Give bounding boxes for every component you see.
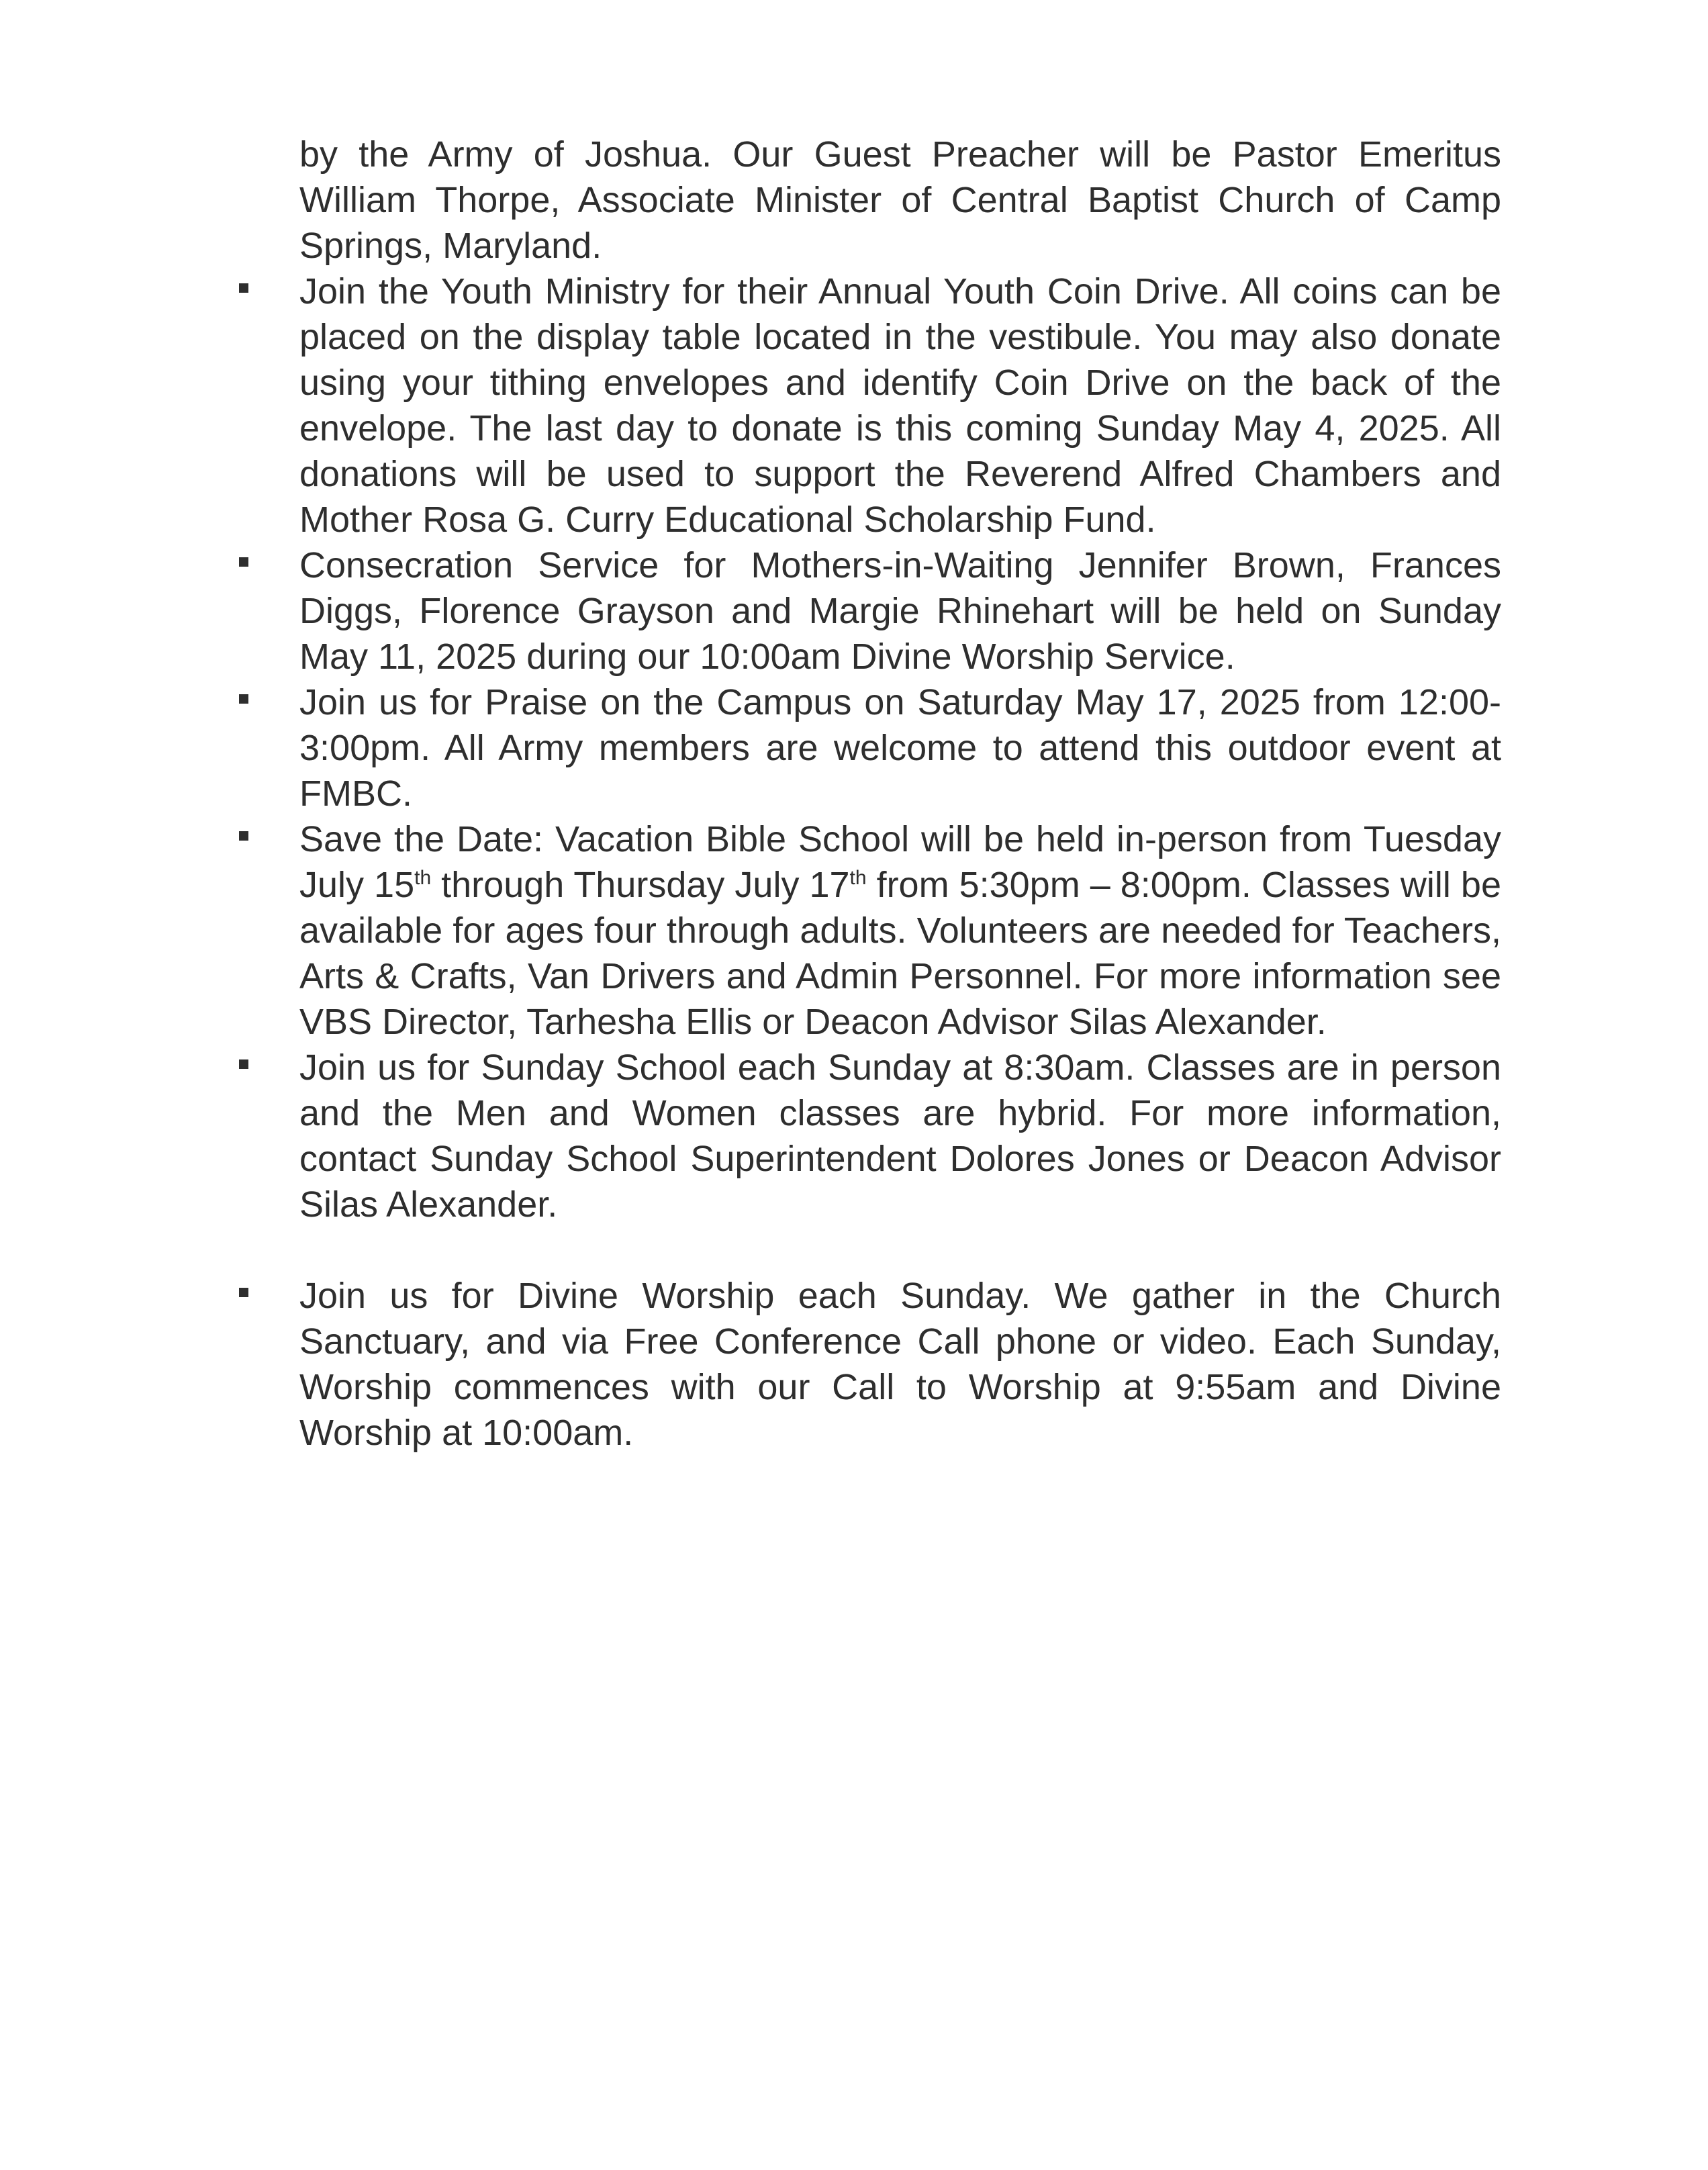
intro-paragraph: by the Army of Joshua. Our Guest Preacher will be Pastor Emeritus William Thorpe, Associate Minister of Central Baptist Church of Camp Springs, Maryland. xyxy=(299,134,1501,266)
bullet-text: Consecration Service for Mothers-in-Waiting Jennifer Brown, Frances Diggs, Florence Grayson and Margie Rhinehart will be held on Sunday May 11, 2025 during our 10:00am Divine Worship Service. xyxy=(299,545,1501,677)
bullet-divine-worship xyxy=(299,1273,1501,1456)
bullet-youth-coin-drive xyxy=(299,269,1501,542)
square-bullet-icon xyxy=(239,831,248,841)
bullet-vacation-bible-school xyxy=(299,816,1501,1045)
bullet-consecration-service xyxy=(299,542,1501,679)
square-bullet-icon xyxy=(239,1288,248,1297)
square-bullet-icon xyxy=(239,1059,248,1069)
vbs-text-part1: Save the Date: Vacation Bible School will be held in-person from Tuesday July 15 xyxy=(299,819,1501,905)
bullet-text: Join the Youth Ministry for their Annual Youth Coin Drive. All coins can be placed on the display table located in the vestibule. You may also donate using your tithing envelopes and identify Coin Drive on the back of the envelope. The last day to donate is this coming Sunday May 4, 2025. All donations will be used to support the Reverend Alfred Chambers and Mother Rosa G. Curry Educational Scholarship Fund. xyxy=(299,271,1501,540)
square-bullet-icon xyxy=(239,694,248,704)
announcements-body xyxy=(299,132,1501,1456)
bullet-text: Join us for Sunday School each Sunday at 8:30am. Classes are in person and the Men and Women classes are hybrid. For more information, contact Sunday School Superintendent Dolores Jones or Deacon Advisor Silas Alexander. xyxy=(299,1047,1501,1225)
bullet-sunday-school xyxy=(299,1045,1501,1227)
vbs-text-part3: from 5:30pm – 8:00pm. Classes will be available for ages four through adults. Volunteers are needed for Teachers, Arts & Crafts, Van Drivers and Admin Personnel. For more information see VBS Director, Tarhesha Ellis or Deacon Advisor Silas Alexander. xyxy=(299,865,1501,1042)
vbs-text-part2: through Thursday July 17 xyxy=(431,865,850,905)
square-bullet-icon xyxy=(239,283,248,293)
bullet-text: Join us for Divine Worship each Sunday. We gather in the Church Sanctuary, and via Free Conference Call phone or video. Each Sunday, Worship commences with our Call to Worship at 9:55am and Divine Worship at 10:00am. xyxy=(299,1276,1501,1453)
bullet-text: Join us for Praise on the Campus on Saturday May 17, 2025 from 12:00-3:00pm. All Army members are welcome to attend this outdoor event at FMBC. xyxy=(299,682,1501,814)
square-bullet-icon xyxy=(239,557,248,567)
paragraph-spacer xyxy=(299,1227,1501,1273)
vbs-ordinal-suffix-2: th xyxy=(849,867,867,889)
bullet-praise-on-campus xyxy=(299,679,1501,816)
vbs-ordinal-suffix-1: th xyxy=(414,867,432,889)
bullet-text xyxy=(299,816,1501,1045)
